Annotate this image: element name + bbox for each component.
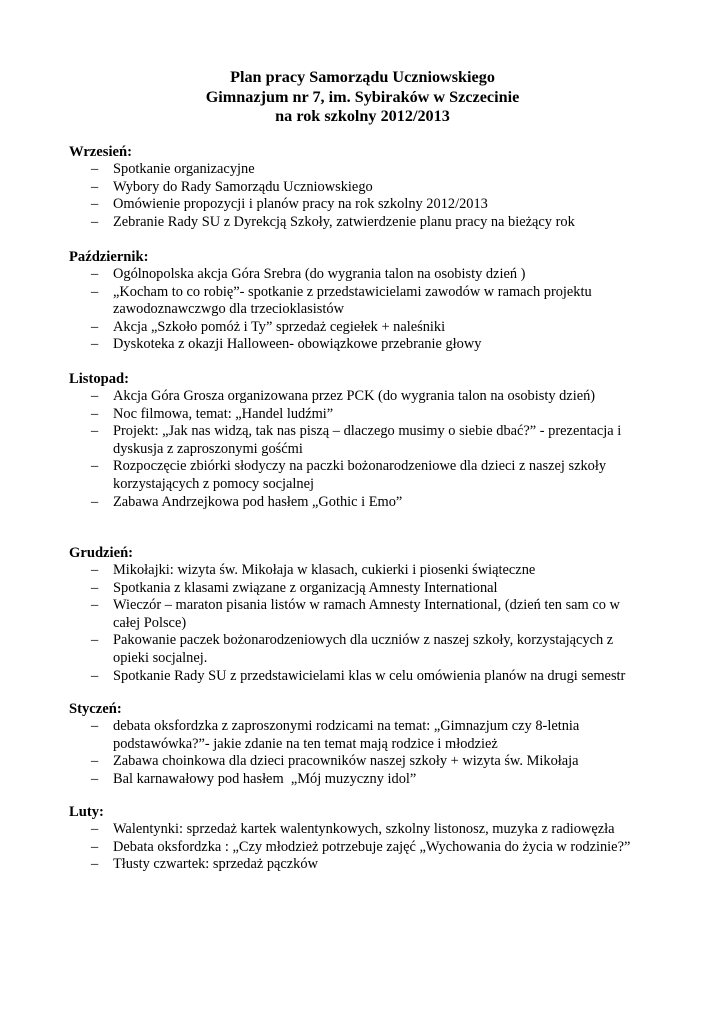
list-item: – Ogólnopolska akcja Góra Srebra (do wygrania talon na osobisty dzień ) <box>91 266 526 282</box>
list-item: – Zabawa choinkowa dla dzieci pracowników naszej szkoły + wizyta św. Mikołaja <box>91 753 579 770</box>
dash-bullet: – <box>91 178 99 195</box>
dash-bullet: – <box>91 213 99 230</box>
document-title <box>0 68 725 127</box>
list-item: – Zebranie Rady SU z Dyrekcją Szkoły, zatwierdzenie planu pracy na bieżący rok <box>91 213 575 230</box>
section-listopad <box>69 371 669 511</box>
list-item: – Spotkania z klasami związane z organizacją Amnesty International <box>91 579 498 596</box>
section-heading: Listopad: <box>69 371 130 387</box>
dash-bullet: – <box>91 718 99 734</box>
dash-bullet: – <box>91 821 99 837</box>
list-item: – Spotkanie Rady SU z przedstawicielami klas w celu omówienia planów na drugi semestr <box>91 667 626 684</box>
dash-bullet: – <box>91 266 99 282</box>
dash-bullet: – <box>91 579 99 596</box>
list-item: – Walentynki: sprzedaż kartek walentynkowych, szkolny listonosz, muzyka z radiowęzła <box>91 821 615 837</box>
list-item: – Wybory do Rady Samorządu Uczniowskiego <box>91 178 373 195</box>
item-list <box>69 821 669 874</box>
dash-bullet: – <box>91 405 99 422</box>
section-grudzien <box>69 545 669 685</box>
section-pazdziernik <box>69 249 669 354</box>
section-styczen <box>69 701 669 788</box>
dash-bullet: – <box>91 388 99 404</box>
dash-bullet: – <box>91 753 99 770</box>
dash-bullet: – <box>91 856 99 873</box>
list-item: – Bal karnawałowy pod hasłem „Mój muzyczny idol” <box>91 770 417 787</box>
dash-bullet: – <box>91 770 99 787</box>
list-item: – Pakowanie paczek bożonarodzeniowych dla uczniów z naszej szkoły, korzystających z opieki socjalnej. <box>91 632 614 666</box>
dash-bullet: – <box>91 423 99 440</box>
dash-bullet: – <box>91 632 99 649</box>
item-list <box>69 266 669 354</box>
dash-bullet: – <box>91 597 99 614</box>
list-item: – Omówienie propozycji i planów pracy na rok szkolny 2012/2013 <box>91 196 488 213</box>
section-heading: Wrzesień: <box>69 144 132 160</box>
list-item: – Mikołajki: wizyta św. Mikołaja w klasach, cukierki i piosenki świąteczne <box>91 562 536 578</box>
dash-bullet: – <box>91 458 99 475</box>
dash-bullet: – <box>91 493 99 510</box>
section-heading: Październik: <box>69 249 149 265</box>
list-item: – „Kocham to co robię”- spotkanie z przedstawicielami zawodów w ramach projektu zawodoznawczwgo dla trzecioklasistów <box>91 283 592 318</box>
list-item: – Rozpoczęcie zbiórki słodyczy na paczki bożonarodzeniowe dla dzieci z naszej szkoły korzystających z pomocy socjalnej <box>91 458 607 492</box>
list-item: – Wieczór – maraton pisania listów w ramach Amnesty International, (dzień ten sam co w całej Polsce) <box>91 597 620 631</box>
item-list <box>69 562 669 685</box>
list-item: – Dyskoteka z okazji Halloween- obowiązkowe przebranie głowy <box>91 336 482 353</box>
section-luty <box>69 804 669 874</box>
dash-bullet: – <box>91 838 99 855</box>
list-item: – Akcja „Szkoło pomóż i Ty” sprzedaż cegiełek + naleśniki <box>91 318 446 335</box>
section-heading: Grudzień: <box>69 545 134 561</box>
item-list <box>69 161 669 231</box>
list-item: – debata oksfordzka z zaproszonymi rodzicami na temat: „Gimnazjum czy 8-letnia podstawówka?”- jakie zdanie na ten temat mają rodzice i młodzież <box>91 718 580 752</box>
list-item: – Projekt: „Jak nas widzą, tak nas piszą – dlaczego musimy o siebie dbać?” - prezentacja i dyskusja z zaproszonymi gośćmi <box>91 423 622 457</box>
dash-bullet: – <box>91 318 99 335</box>
item-list <box>69 718 669 788</box>
section-heading: Luty: <box>69 804 104 820</box>
dash-bullet: – <box>91 161 99 177</box>
section-heading: Styczeń: <box>69 701 122 717</box>
list-item: – Akcja Góra Grosza organizowana przez PCK (do wygrania talon na osobisty dzień) <box>91 388 596 404</box>
dash-bullet: – <box>91 283 99 300</box>
dash-bullet: – <box>91 196 99 213</box>
title-line-3: na rok szkolny 2012/2013 <box>275 107 450 126</box>
list-item: – Tłusty czwartek: sprzedaż pączków <box>91 856 318 873</box>
item-list <box>69 388 669 511</box>
section-wrzesien <box>69 144 669 231</box>
title-line-2: Gimnazjum nr 7, im. Sybiraków w Szczecinie <box>205 87 520 106</box>
list-item: – Spotkanie organizacyjne <box>91 161 255 177</box>
dash-bullet: – <box>91 667 99 684</box>
list-item: – Zabawa Andrzejkowa pod hasłem „Gothic i Emo” <box>91 493 403 510</box>
dash-bullet: – <box>91 336 99 353</box>
list-item: – Noc filmowa, temat: „Handel ludźmi” <box>91 405 334 422</box>
title-line-1: Plan pracy Samorządu Uczniowskiego <box>230 68 495 86</box>
list-item: – Debata oksfordzka : „Czy młodzież potrzebuje zajęć „Wychowania do życia w rodzinie?” <box>91 838 631 855</box>
dash-bullet: – <box>91 562 99 578</box>
